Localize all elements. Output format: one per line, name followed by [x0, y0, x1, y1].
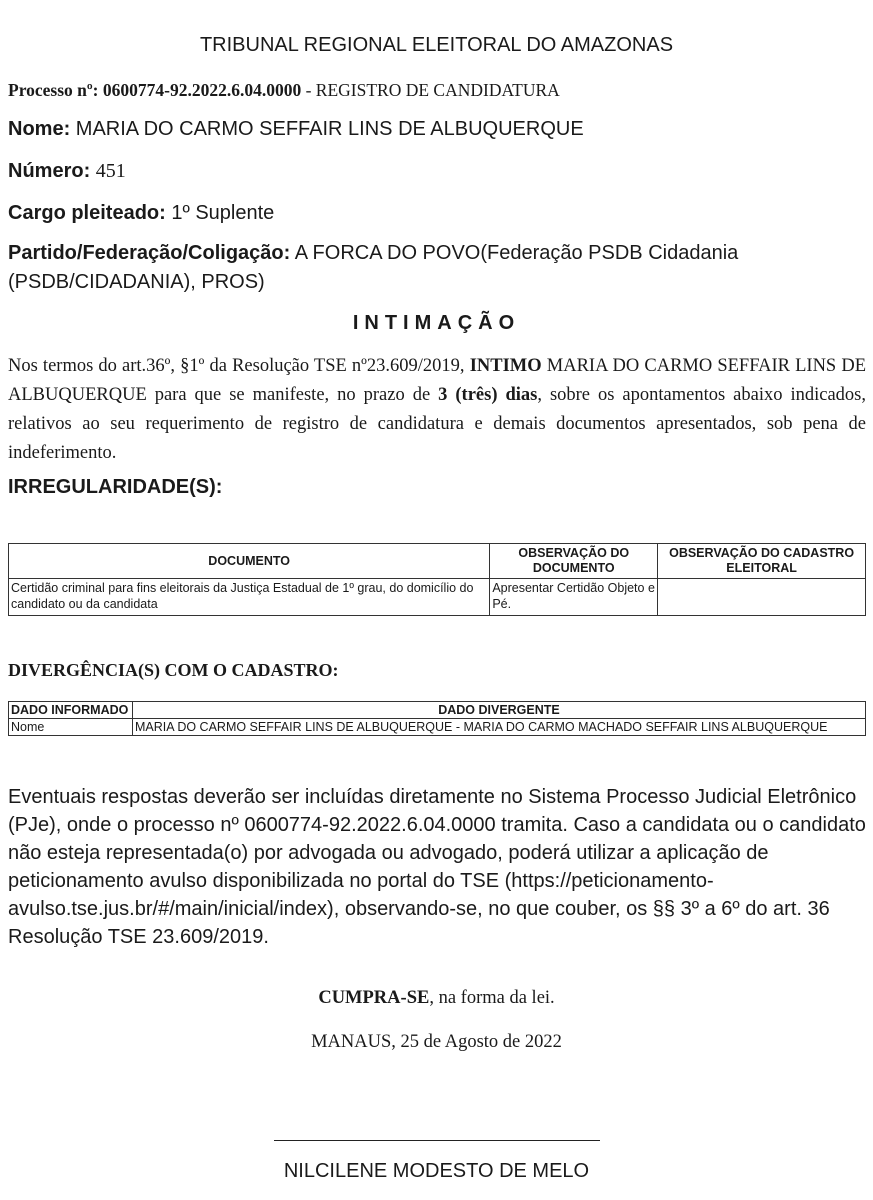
process-line: [8, 74, 866, 106]
cumpra-se-line: [0, 988, 873, 1009]
cumpra-se-rest: , na forma da lei.: [429, 988, 555, 1008]
party-line: [8, 239, 866, 297]
intimo-word: INTIMO: [469, 356, 542, 376]
header-dado-informado: DADO INFORMADO: [9, 702, 133, 719]
cell-obs-cadastro: [658, 579, 866, 616]
cell-obs-documento: Apresentar Certidão Objeto e Pé.: [490, 579, 658, 616]
name-label: Nome:: [8, 118, 71, 140]
process-number: 0600774-92.2022.6.04.0000: [102, 80, 302, 100]
irregularities-title: IRREGULARIDADE(S):: [8, 476, 223, 498]
process-label: Processo nº:: [8, 80, 99, 100]
table-row: [9, 579, 866, 616]
intimacao-text-1: Nos termos do art.36º, §1º da Resolução TSE nº23.609/2019,: [8, 356, 465, 376]
candidate-name-line: [8, 113, 866, 145]
divergences-table: [8, 701, 866, 736]
intimacao-text-2: MARIA DO CARMO SEFFAIR LINS DE ALBUQUERQUE para que se manifeste, no prazo de: [8, 356, 867, 405]
cell-documento: Certidão criminal para fins eleitorais da Justiça Estadual de 1º grau, do domicílio do candidato ou da candidata: [9, 579, 490, 616]
place-date: MANAUS, 25 de Agosto de 2022: [311, 1032, 562, 1052]
header-dado-divergente: DADO DIVERGENTE: [132, 702, 865, 719]
court-name: TRIBUNAL REGIONAL ELEITORAL DO AMAZONAS: [199, 34, 674, 56]
divergences-title: DIVERGÊNCIA(S) COM O CADASTRO:: [8, 660, 339, 680]
cumpra-se-word: CUMPRA-SE: [318, 988, 430, 1008]
table-header-row: [9, 544, 866, 579]
header-obs-cadastro: OBSERVAÇÃO DO CADASTRO ELEITORAL: [658, 544, 866, 579]
party-value: A FORCA DO POVO(Federação PSDB Cidadania (PSDB/CIDADANIA), PROS): [8, 242, 739, 293]
number-label: Número:: [8, 160, 91, 182]
process-type: - REGISTRO DE CANDIDATURA: [305, 80, 560, 100]
candidate-name: MARIA DO CARMO SEFFAIR LINS DE ALBUQUERQUE: [75, 118, 584, 140]
intimacao-title: INTIMAÇÃO: [352, 312, 521, 334]
signer-name: NILCILENE MODESTO DE MELO: [283, 1160, 590, 1182]
office-label: Cargo pleiteado:: [8, 202, 166, 224]
intimacao-paragraph: [8, 352, 866, 468]
table-header-row: [9, 702, 866, 719]
party-label: Partido/Federação/Coligação:: [8, 242, 291, 264]
deadline: 3 (três) dias: [438, 385, 538, 405]
cell-dado-divergente: MARIA DO CARMO SEFFAIR LINS DE ALBUQUERQUE - MARIA DO CARMO MACHADO SEFFAIR LINS ALBUQUERQUE: [132, 719, 865, 736]
office-value: 1º Suplente: [171, 202, 275, 224]
candidate-number: 451: [95, 160, 126, 182]
candidate-number-line: [8, 155, 866, 187]
header-obs-documento: OBSERVAÇÃO DO DOCUMENTO: [490, 544, 658, 579]
signature-line: [274, 1140, 600, 1141]
table-row: [9, 719, 866, 736]
cell-dado-informado: Nome: [9, 719, 133, 736]
office-line: [8, 197, 866, 229]
intimacao-text-3: , sobre os apontamentos abaixo indicados, relativos ao seu requerimento de registro de candidatura e demais documentos apresentados, sob pena de indeferimento.: [8, 385, 866, 463]
irregularities-table: [8, 543, 866, 616]
closing-paragraph: Eventuais respostas deverão ser incluídas diretamente no Sistema Processo Judicial Eletrônico (PJe), onde o processo nº 0600774-92.2022.6.04.0000 tramita. Caso a candidata ou o candidato não esteja representada(o) por advogada ou advogado, poderá utilizar a aplicação de peticionamento avulso disponibilizada no portal do TSE (https://peticionamento-avulso.tse.jus.br/#/main/inicial/index), observando-se, no que couber, os §§ 3º a 6º do art. 36 Resolução TSE 23.609/2019.: [8, 786, 866, 948]
header-documento: DOCUMENTO: [9, 544, 490, 579]
